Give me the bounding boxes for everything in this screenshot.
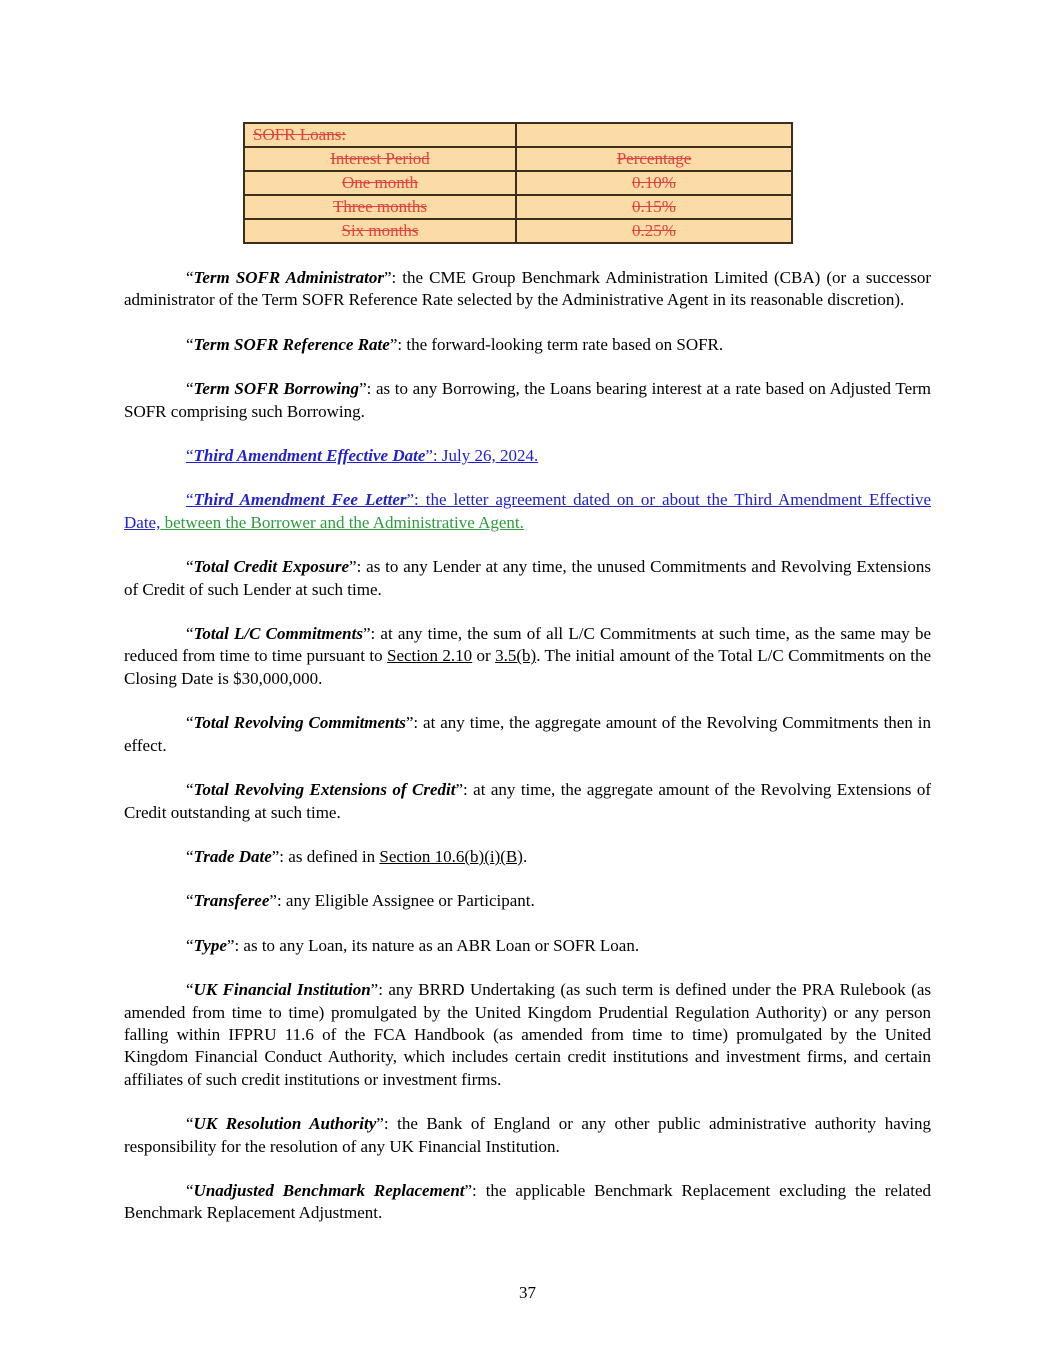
text-segment: “ [186,1114,194,1134]
table-cell: Six months [244,219,516,243]
text-segment: ”: any BRRD Undertaking (as such term is defined under the PRA Rulebook (as amended from time to time) promulgated by the United Kingdom Prudential Regulation Authority) or any person falling within IFPRU 11.6 of the FCA Handbook (as amended from time to time) promulgated by the United Kingdom Financial Conduct Authority, which includes certain credit institutions and investment firms, and certain affiliates of such credit institutions or investment firms. [124,980,931,1089]
defined-term: UK Resolution Authority [193,1114,377,1134]
text-segment: “ [186,334,194,354]
text-segment: ”: at any time, the aggregate amount of the Revolving Commitments then in effect. [124,713,931,755]
text-segment: ”: the forward-looking term rate based on SOFR. [389,334,724,354]
defined-term: Term SOFR Reference Rate [193,334,390,354]
text-segment: ”: the applicable Benchmark Replacement excluding the related Benchmark Replacement Adjustment. [124,1180,931,1223]
defined-term: Total Revolving Extensions of Credit [193,780,456,800]
text-segment: ”: the Bank of England or any other public administrative authority having responsibility for the resolution of any UK Financial Institution. [124,1114,931,1156]
definition-paragraph [124,445,931,467]
text-segment: ”: at any time, the sum of all L/C Commitments at such time, as the same may be reduced from time to time pursuant to [124,624,931,666]
table-cell [516,123,792,147]
definition-paragraph [124,489,931,534]
section-reference: Section 10.6(b)(i)(B) [379,846,523,866]
defined-term: Transferee [193,891,270,911]
table-row [244,147,792,171]
section-reference: Section 2.10 [387,646,473,666]
text-segment: ”: the CME Group Benchmark Administration Limited (CBA) (or a successor administrator of the Term SOFR Reference Rate selected by the Administrative Agent in its reasonable discretion). [124,268,931,310]
table-row [244,123,792,147]
definition-paragraph [124,712,931,757]
text-segment: “ [186,980,194,1000]
text-segment: “ [186,891,194,911]
text-segment: . [522,846,528,866]
definition-paragraph [124,556,931,601]
defined-term: Total L/C Commitments [193,624,363,644]
text-segment: between the Borrower and the Administrative Agent. [160,512,524,532]
text-segment: “ [186,713,194,733]
text-segment: . The initial amount of the Total L/C Commitments on the Closing Date is $30,000,000. [124,646,932,688]
text-segment: ”: as defined in [271,846,380,866]
table-cell: 0.25% [516,219,792,243]
table-cell: One month [244,171,516,195]
defined-term: Term SOFR Administrator [193,268,384,287]
section-reference: 3.5(b) [495,646,537,666]
text-segment: “ [186,846,194,866]
definition-paragraph [124,1113,931,1158]
definition-paragraph [124,779,931,824]
definition-paragraph [124,1180,931,1225]
text-segment: ”: as to any Borrowing, the Loans bearing interest at a rate based on Adjusted Term SOFR comprising such Borrowing. [124,379,931,421]
text-segment: ”: at any time, the aggregate amount of the Revolving Extensions of Credit outstanding at such time. [124,780,932,822]
definition-paragraph [124,378,931,423]
page-content [124,122,931,1247]
defined-term: Unadjusted Benchmark Replacement [193,1180,465,1200]
table-row [244,171,792,195]
definition-paragraph [124,979,931,1091]
text-segment: ”: the letter agreement dated on or about the Third Amendment Effective Date, [124,490,931,532]
text-segment: “ [186,557,194,577]
table-cell: Three months [244,195,516,219]
definition-paragraph [124,846,931,868]
defined-term: Total Revolving Commitments [193,713,406,733]
text-segment: “ [186,379,194,399]
sofr-loans-table-body [244,123,792,243]
text-segment: “ [186,624,194,644]
table-cell: Percentage [516,147,792,171]
defined-term: Third Amendment Fee Letter [193,490,407,510]
definition-paragraph [124,267,931,312]
table-cell: 0.15% [516,195,792,219]
text-segment: “ [186,780,194,800]
sofr-loans-table [243,122,793,244]
text-segment: “ [186,268,194,287]
defined-term: UK Financial Institution [193,980,371,1000]
table-cell: Interest Period [244,147,516,171]
table-cell: SOFR Loans: [244,123,516,147]
definition-paragraph [124,890,931,912]
definitions [124,267,931,1225]
defined-term: Term SOFR Borrowing [193,379,360,399]
table-row [244,195,792,219]
page-number: 37 [519,1283,536,1302]
defined-term: Third Amendment Effective Date [193,446,426,466]
text-segment: “ [186,1180,194,1200]
table-cell: 0.10% [516,171,792,195]
defined-term: Trade Date [193,846,272,866]
text-segment: ”: as to any Lender at any time, the unused Commitments and Revolving Extensions of Credit of such Lender at such time. [124,557,931,599]
text-segment: or [472,646,496,666]
defined-term: Total Credit Exposure [193,557,350,577]
text-segment: “ [186,490,194,510]
defined-term: Type [193,935,227,955]
definition-paragraph [124,334,931,356]
text-segment: ”: any Eligible Assignee or Participant. [269,891,535,911]
text-segment: “ [186,935,194,955]
definition-paragraph [124,935,931,957]
table-row [244,219,792,243]
text-segment: ”: July 26, 2024. [425,446,539,466]
definition-paragraph [124,623,931,690]
text-segment: “ [186,446,194,466]
text-segment: ”: as to any Loan, its nature as an ABR Loan or SOFR Loan. [226,935,640,955]
